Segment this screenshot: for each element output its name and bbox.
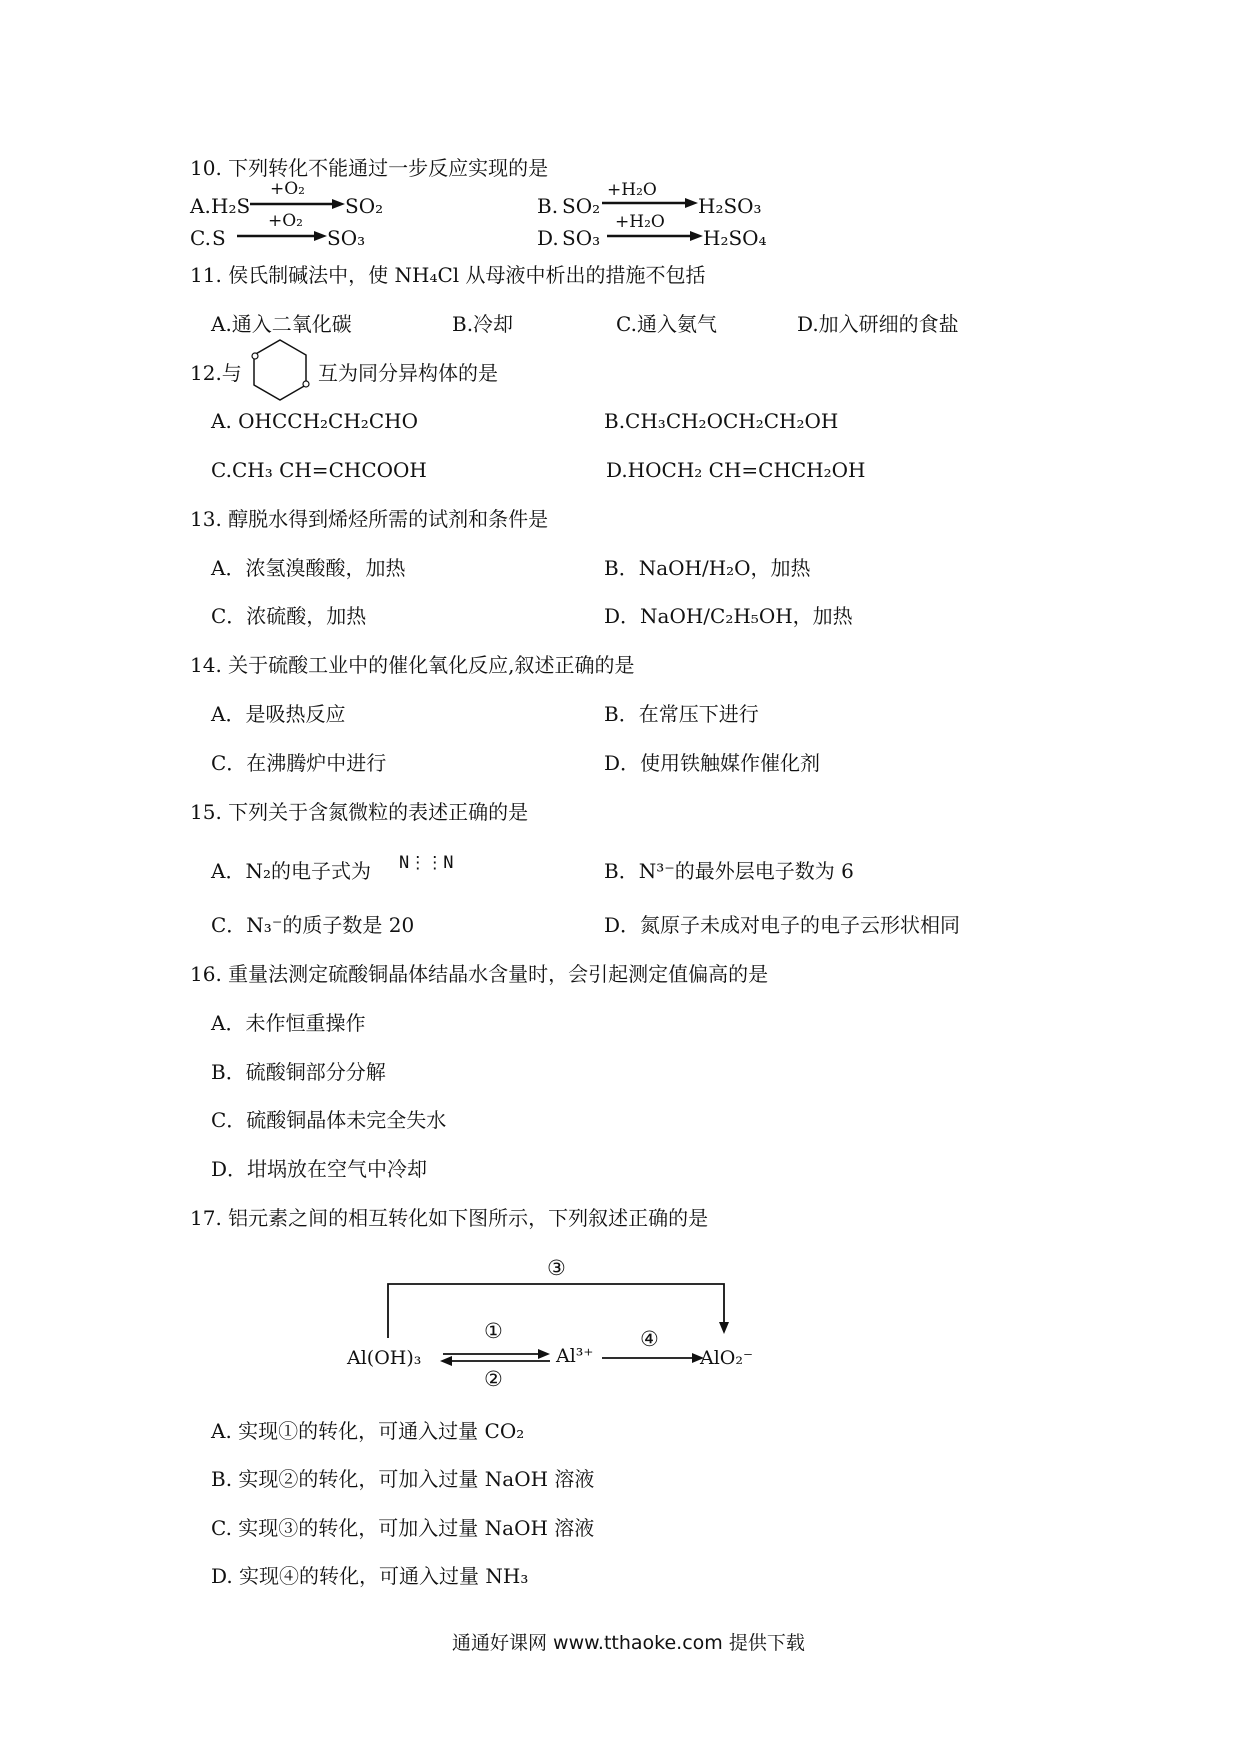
- q16-option-d[interactable]: D．坩埚放在空气中冷却: [211, 1157, 428, 1181]
- q12-option-b[interactable]: B.CH₃CH₂OCH₂CH₂OH: [604, 409, 839, 433]
- q14-stem: 14. 关于硫酸工业中的催化氧化反应,叙述正确的是: [190, 653, 635, 677]
- q13-option-d[interactable]: D．NaOH/C₂H₅OH，加热: [604, 604, 853, 628]
- q17-option-c[interactable]: C. 实现③的转化，可加入过量 NaOH 溶液: [211, 1516, 595, 1540]
- q12-option-a[interactable]: A. OHCCH₂CH₂CHO: [211, 409, 418, 433]
- q10-c-from: S: [212, 226, 226, 250]
- q10-a-cond: +O₂: [270, 179, 305, 199]
- q17-stem: 17. 铝元素之间的相互转化如下图所示，下列叙述正确的是: [190, 1206, 709, 1230]
- q17-option-b[interactable]: B. 实现②的转化，可加入过量 NaOH 溶液: [211, 1467, 595, 1491]
- footer-source: 通通好课网 www.tthaoke.com 提供下载: [452, 1632, 805, 1654]
- dioxane-ring-structure: [246, 337, 314, 403]
- q10-d-from: SO₃: [562, 226, 601, 250]
- q10-b-arrow: [602, 197, 698, 209]
- q16-option-c[interactable]: C．硫酸铜晶体未完全失水: [211, 1108, 447, 1132]
- q14-option-b[interactable]: B．在常压下进行: [604, 702, 759, 726]
- q13-option-b[interactable]: B．NaOH/H₂O，加热: [604, 556, 811, 580]
- q15-option-c[interactable]: C．N₃⁻的质子数是 20: [211, 913, 415, 937]
- q11-stem: 11. 侯氏制碱法中，使 NH₄Cl 从母液中析出的措施不包括: [190, 263, 706, 287]
- q12-option-d[interactable]: D.HOCH₂ CH=CHCH₂OH: [606, 458, 866, 482]
- q10-d-to: H₂SO₄: [703, 226, 767, 250]
- q11-option-a[interactable]: A.通入二氧化碳: [211, 312, 352, 336]
- n2-electron-formula: N⋮⋮N: [399, 853, 454, 873]
- q16-stem: 16. 重量法测定硫酸铜晶体结晶水含量时，会引起测定值偏高的是: [190, 962, 769, 986]
- q10-b-cond: +H₂O: [607, 180, 657, 200]
- circled-4: ④: [640, 1327, 659, 1351]
- q10-b-from: SO₂: [562, 194, 601, 218]
- species-aluminum-hydroxide: Al(OH)₃: [347, 1347, 422, 1369]
- q15-stem: 15. 下列关于含氮微粒的表述正确的是: [190, 800, 529, 824]
- q10-b-to: H₂SO₃: [698, 194, 762, 218]
- q15-option-d[interactable]: D．氮原子未成对电子的电子云形状相同: [604, 913, 961, 937]
- q11-option-d[interactable]: D.加入研细的食盐: [797, 312, 959, 336]
- q13-option-c[interactable]: C．浓硫酸，加热: [211, 604, 367, 628]
- q15-a-text: A．N₂的电子式为: [211, 859, 371, 883]
- q10-d-cond: +H₂O: [615, 212, 665, 232]
- q16-option-b[interactable]: B．硫酸铜部分分解: [211, 1060, 386, 1084]
- q15-option-b[interactable]: B．N³⁻的最外层电子数为 6: [604, 859, 854, 883]
- q10-a-from: H₂S: [211, 194, 251, 218]
- circled-3: ③: [547, 1256, 566, 1280]
- q17-option-d[interactable]: D. 实现④的转化，可通入过量 NH₃: [211, 1564, 529, 1588]
- q10-b-label: B.: [537, 194, 559, 218]
- q10-d-arrow: [607, 230, 703, 242]
- q14-option-d[interactable]: D．使用铁触媒作催化剂: [604, 751, 821, 775]
- species-aluminum-ion: Al³⁺: [556, 1345, 594, 1367]
- q17-option-a[interactable]: A. 实现①的转化，可通入过量 CO₂: [211, 1419, 525, 1443]
- q14-option-a[interactable]: A．是吸热反应: [211, 702, 346, 726]
- q11-option-b[interactable]: B.冷却: [452, 312, 514, 336]
- q16-option-a[interactable]: A．未作恒重操作: [211, 1011, 366, 1035]
- q13-option-a[interactable]: A．浓氢溴酸酸，加热: [211, 556, 406, 580]
- species-aluminate: AlO₂⁻: [700, 1347, 754, 1369]
- q10-a-to: SO₂: [345, 194, 384, 218]
- q12-stem-pre: 12.与: [190, 361, 242, 385]
- q10-c-arrow: [237, 230, 327, 242]
- q10-c-cond: +O₂: [268, 211, 303, 231]
- q10-a-label: A.: [190, 194, 211, 218]
- q14-option-c[interactable]: C．在沸腾炉中进行: [211, 751, 387, 775]
- q12-option-c[interactable]: C.CH₃ CH=CHCOOH: [211, 458, 427, 482]
- q10-c-label: C.: [190, 226, 211, 250]
- q10-d-label: D.: [537, 226, 559, 250]
- q10-stem: 10. 下列转化不能通过一步反应实现的是: [190, 156, 549, 180]
- q11-option-c[interactable]: C.通入氨气: [616, 312, 717, 336]
- q12-stem-post: 互为同分异构体的是: [318, 361, 498, 385]
- q10-c-to: SO₃: [327, 226, 366, 250]
- q13-stem: 13. 醇脱水得到烯烃所需的试剂和条件是: [190, 507, 549, 531]
- circled-2: ②: [484, 1367, 503, 1391]
- circled-1: ①: [484, 1319, 503, 1343]
